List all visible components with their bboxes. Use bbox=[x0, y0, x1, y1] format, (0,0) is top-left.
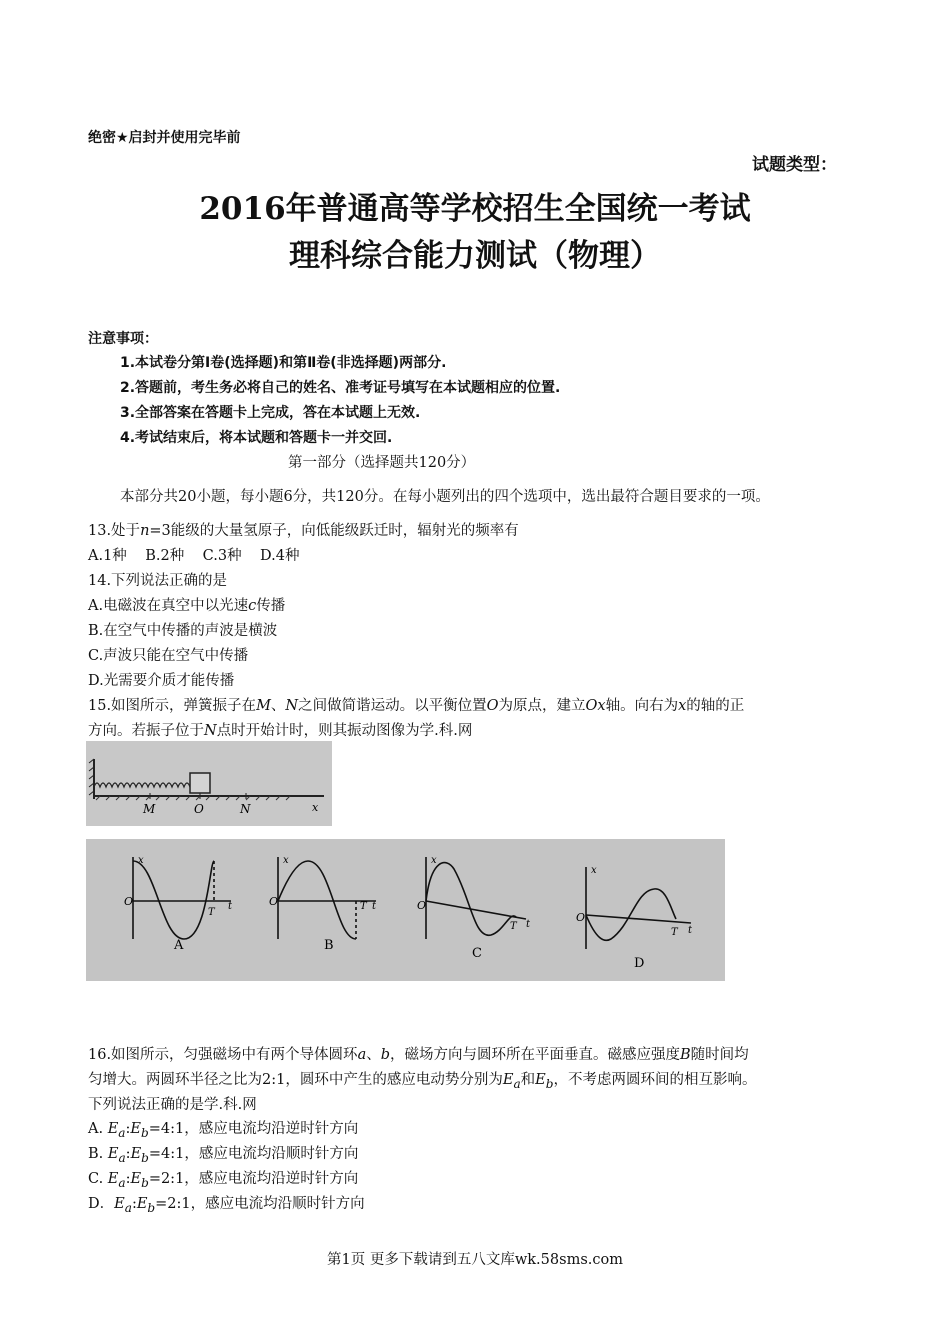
svg-text:T: T bbox=[510, 921, 517, 932]
note-item: 4.考试结束后，将本试题和答题卡一并交回. bbox=[120, 430, 393, 446]
q15-stem-line2: 方向。若振子位于N点时开始计时，则其振动图像为学.科.网 bbox=[88, 723, 473, 739]
note-item: 3.全部答案在答题卡上完成，答在本试题上无效. bbox=[120, 405, 421, 421]
q14-option-d: D.光需要介质才能传播 bbox=[88, 673, 235, 689]
exam-title: 2016年普通高等学校招生全国统一考试 bbox=[199, 191, 751, 227]
note-item: 1.本试卷分第Ⅰ卷(选择题)和第Ⅱ卷(非选择题)两部分. bbox=[120, 355, 447, 371]
graph-a-label: A bbox=[174, 938, 184, 953]
q14-option-b: B.在空气中传播的声波是横波 bbox=[88, 623, 278, 639]
note-item: 2.答题前，考生务必将自己的姓名、准考证号填写在本试题相应的位置. bbox=[120, 380, 561, 396]
q13-options: A.1种 B.2种 C.3种 D.4种 bbox=[88, 548, 300, 564]
q14-option-a: A.电磁波在真空中以光速c传播 bbox=[88, 598, 286, 614]
q13-stem: 13.处于n=3能级的大量氢原子，向低能级跃迁时，辐射光的频率有 bbox=[88, 523, 519, 539]
q14-stem: 14.下列说法正确的是 bbox=[88, 573, 228, 589]
graph-c-label: C bbox=[472, 946, 482, 961]
notes-heading: 注意事项： bbox=[88, 331, 158, 347]
svg-text:T: T bbox=[208, 907, 215, 918]
secret-label: 绝密★启封并使用完毕前 bbox=[88, 130, 241, 146]
svg-text:t: t bbox=[372, 901, 377, 912]
graph-d-label: D bbox=[634, 956, 645, 971]
svg-text:x: x bbox=[283, 855, 289, 866]
q16-option-b: B. $E_a:E_b=4:1$，感应电流均沿顺时针方向 bbox=[88, 1146, 359, 1165]
q16-option-d: D．$E_a:E_b=2:1$，感应电流均沿顺时针方向 bbox=[88, 1196, 365, 1215]
q15-stem-line1: 15.如图所示，弹簧振子在M、N之间做简谐运动。以平衡位置O为原点，建立Ox轴。向右为x的轴的正 bbox=[88, 698, 745, 714]
label-o: O bbox=[194, 802, 204, 816]
label-x: x bbox=[312, 801, 319, 814]
page-footer: 第1页 更多下载请到五八文库wk.58sms.com bbox=[327, 1252, 623, 1268]
spring-oscillator-figure bbox=[86, 741, 332, 826]
svg-text:t: t bbox=[228, 901, 233, 912]
q16-option-a: A. $E_a:E_b=4:1$，感应电流均沿逆时针方向 bbox=[88, 1121, 359, 1140]
q16-option-c: C. $E_a:E_b=2:1$，感应电流均沿逆时针方向 bbox=[88, 1171, 359, 1190]
part-intro: 本部分共20小题，每小题6分，共120分。在每小题列出的四个选项中，选出最符合题目要求的一项。 bbox=[120, 489, 770, 505]
label-m: M bbox=[143, 802, 156, 816]
svg-text:O: O bbox=[417, 899, 427, 912]
svg-text:T: T bbox=[360, 901, 367, 912]
svg-text:x: x bbox=[431, 855, 437, 866]
svg-text:O: O bbox=[269, 895, 279, 908]
q14-option-c: C.声波只能在空气中传播 bbox=[88, 648, 249, 664]
svg-text:t: t bbox=[688, 925, 693, 936]
svg-text:x: x bbox=[591, 865, 597, 876]
svg-text:O: O bbox=[124, 895, 134, 908]
q16-stem-line3: 下列说法正确的是学.科.网 bbox=[88, 1097, 257, 1113]
svg-text:x: x bbox=[138, 855, 144, 866]
question-type-label: 试题类型： bbox=[752, 155, 837, 175]
label-n: N bbox=[240, 802, 251, 816]
vibration-graphs-figure bbox=[86, 839, 725, 981]
svg-text:T: T bbox=[671, 927, 678, 938]
svg-text:t: t bbox=[526, 919, 531, 930]
part-title: 第一部分（选择题共120分） bbox=[288, 455, 476, 471]
q16-stem-line1: 16.如图所示，匀强磁场中有两个导体圆环a、b，磁场方向与圆环所在平面垂直。磁感应强度B随时间均 bbox=[88, 1047, 749, 1063]
exam-subtitle: 理科综合能力测试（物理） bbox=[289, 238, 661, 274]
q16-stem-line2: 匀增大。两圆环半径之比为2:1，圆环中产生的感应电动势分别为$E_a$和$E_b$，不考虑两圆环间的相互影响。 bbox=[88, 1072, 757, 1091]
svg-text:O: O bbox=[576, 911, 586, 924]
graph-b-label: B bbox=[324, 938, 334, 953]
